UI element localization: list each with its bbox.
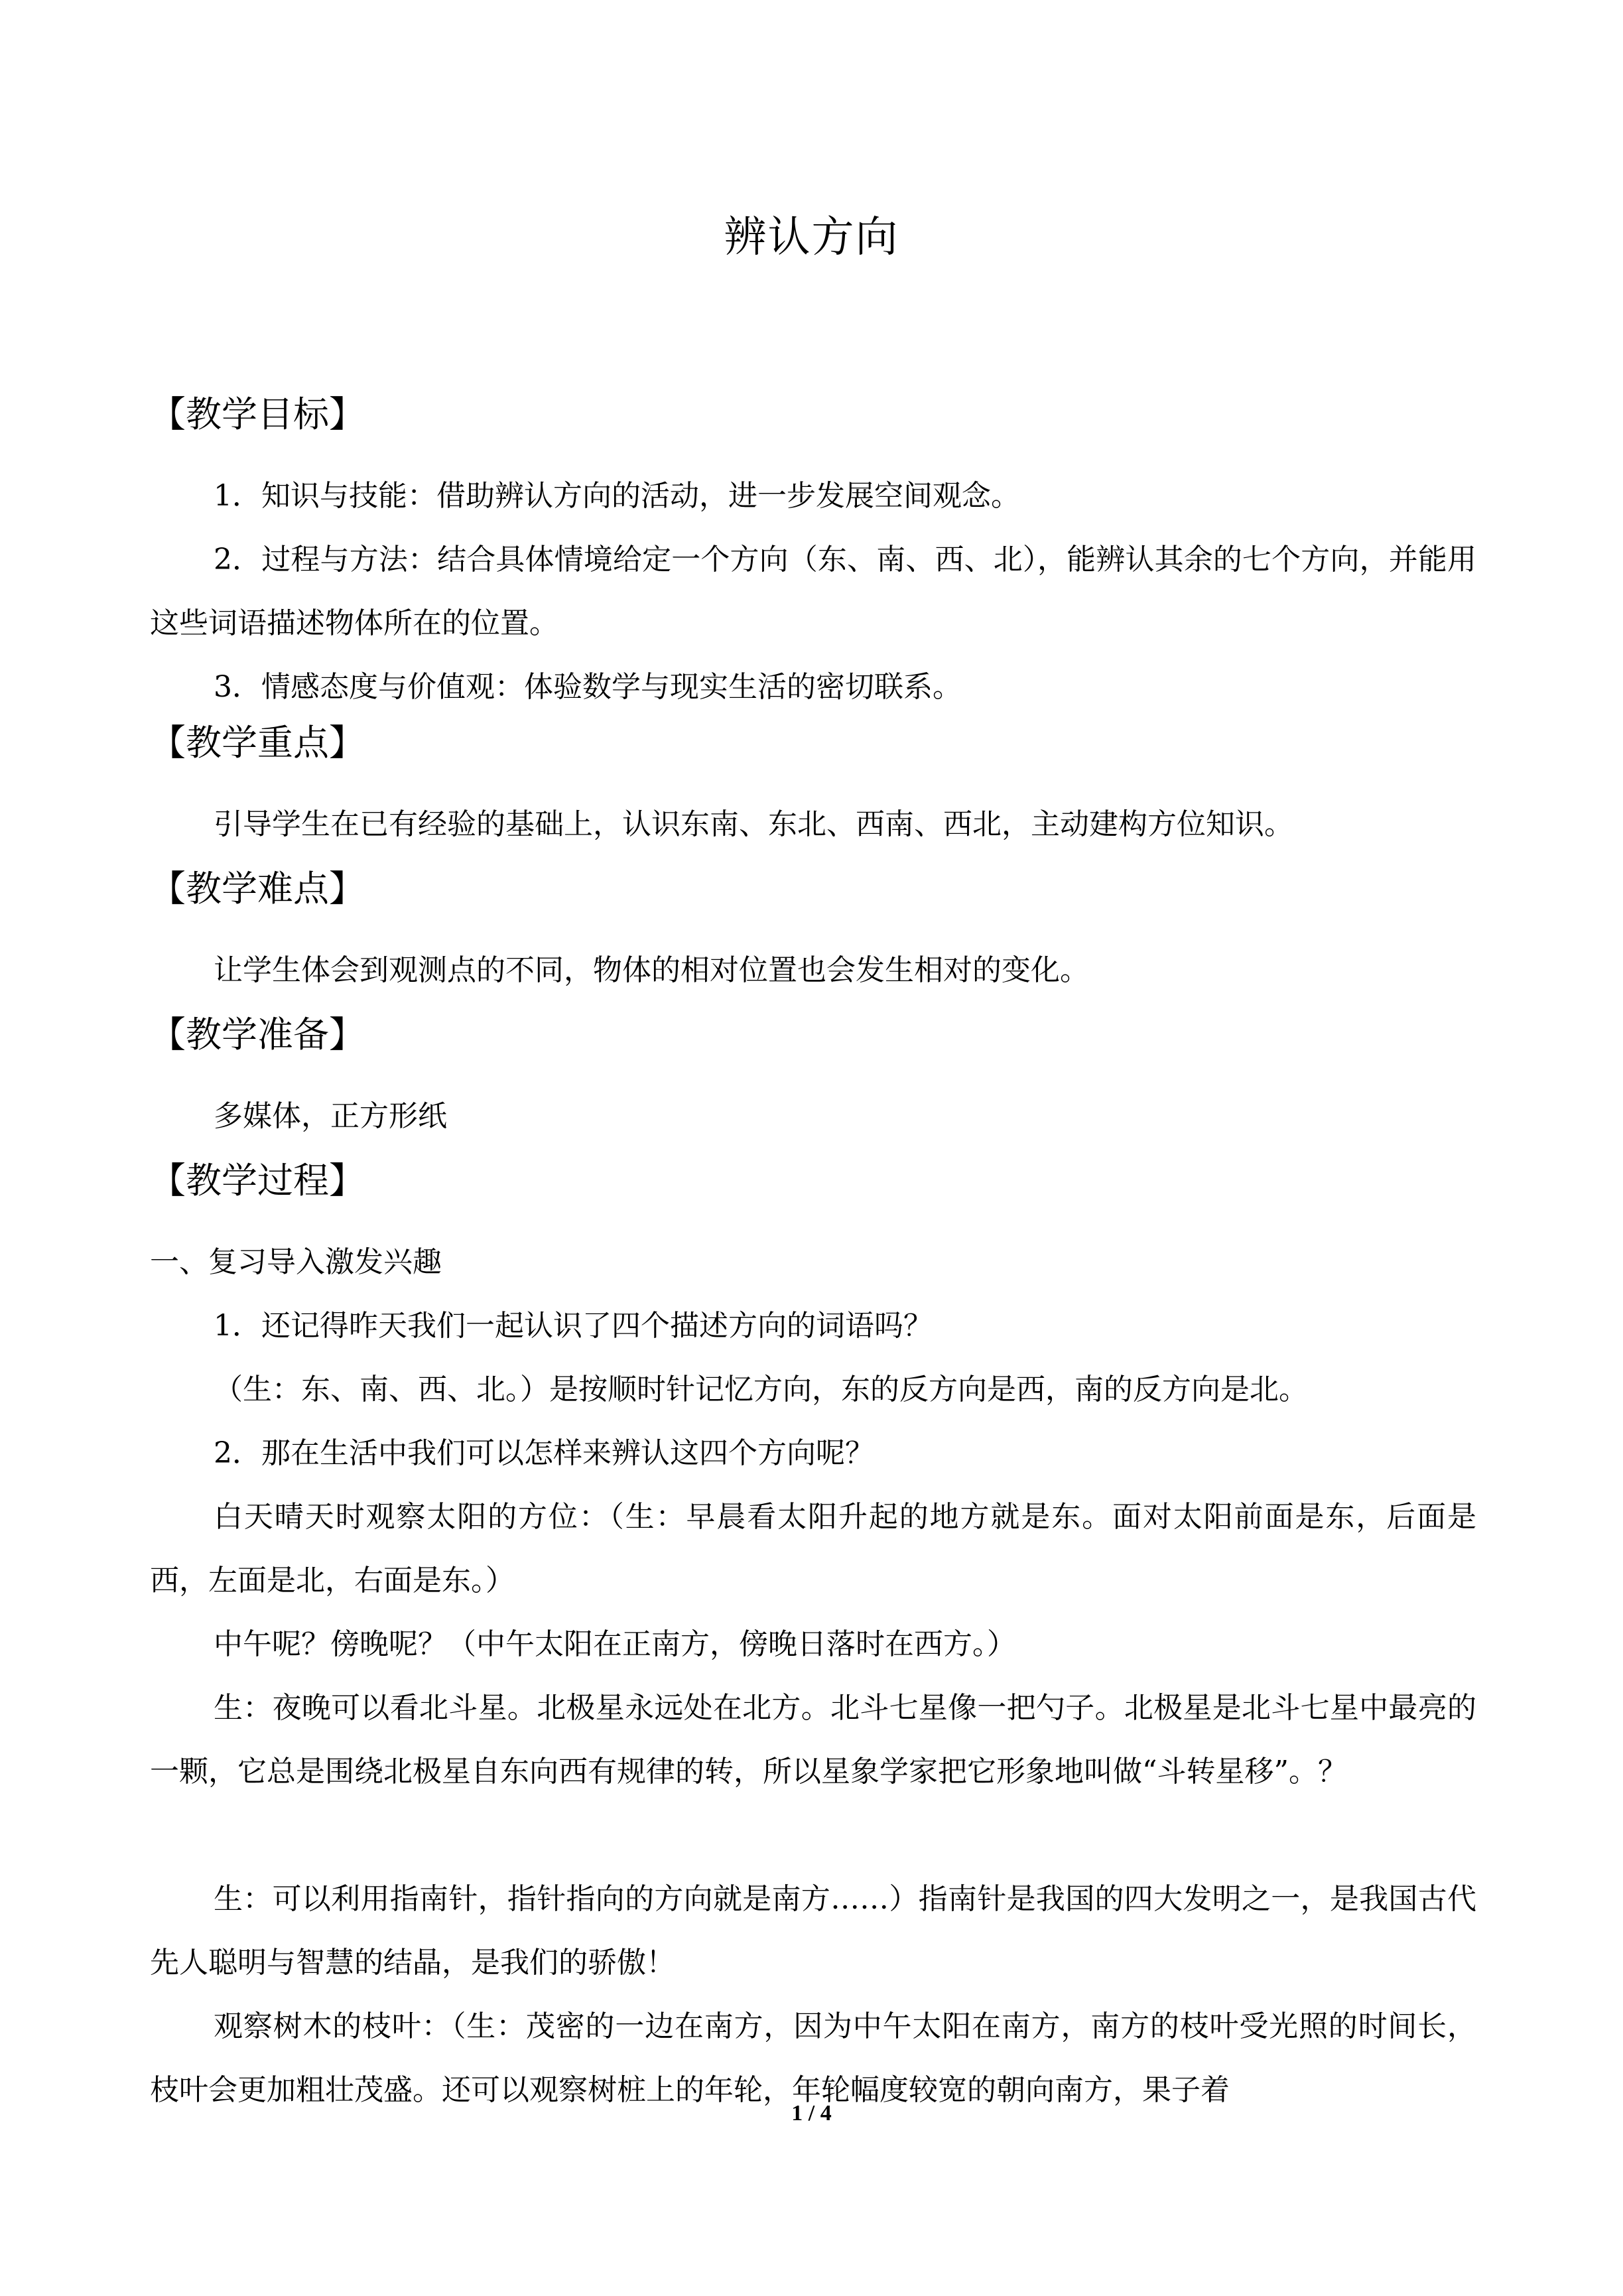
objective-item-3: 3．情感态度与价值观：体验数学与现实生活的密切联系。 xyxy=(214,670,962,704)
process-paragraph: 2．那在生活中我们可以怎样来辨认这四个方向呢？ xyxy=(214,1436,874,1470)
difficulties-text: 让学生体会到观测点的不同，物体的相对位置也会发生相对的变化。 xyxy=(214,953,1089,987)
heading-difficulties: 【教学难点】 xyxy=(150,868,365,910)
process-paragraph: 生：可以利用指南针，指针指向的方向就是南方……）指南针是我国的四大发明之一，是我国古代先人聪明与智慧的结晶，是我们的骄傲！ xyxy=(150,1882,1476,1980)
process-paragraph: 生：夜晚可以看北斗星。北极星永远处在北方。北斗七星像一把勺子。北极星是北斗七星中最亮的一颗，它总是围绕北极星自东向西有规律的转，所以星象学家把它形象地叫做“斗转星移”。？ xyxy=(150,1691,1476,1789)
process-paragraph: 中午呢？傍晚呢？（中午太阳在正南方，傍晚日落时在西方。） xyxy=(214,1627,1016,1661)
process-paragraph: 观察树木的枝叶：（生：茂密的一边在南方，因为中午太阳在南方，南方的枝叶受光照的时间长，枝叶会更加粗壮茂盛。还可以观察树桩上的年轮，年轮幅度较宽的朝向南方，果子着 xyxy=(150,2009,1476,2107)
heading-key-points: 【教学重点】 xyxy=(150,722,365,764)
document-title: 辨认方向 xyxy=(724,213,899,262)
key-points-text: 引导学生在已有经验的基础上，认识东南、东北、西南、西北，主动建构方位知识。 xyxy=(214,807,1293,841)
objective-item-1: 1．知识与技能：借助辨认方向的活动，进一步发展空间观念。 xyxy=(214,479,1020,513)
page-number: 1 / 4 xyxy=(791,2101,832,2126)
process-paragraph: （生：东、南、西、北。）是按顺时针记忆方向，东的反方向是西，南的反方向是北。 xyxy=(214,1373,1308,1406)
preparation-text: 多媒体，正方形纸 xyxy=(214,1099,447,1133)
process-paragraph: 1．还记得昨天我们一起认识了四个描述方向的词语吗？ xyxy=(214,1309,933,1343)
objective-item-2: 2．过程与方法：结合具体情境给定一个方向（东、南、西、北），能辨认其余的七个方向，并能用这些词语描述物体所在的位置。 xyxy=(150,543,1476,640)
heading-objectives: 【教学目标】 xyxy=(150,393,365,435)
heading-process: 【教学过程】 xyxy=(150,1160,365,1201)
process-section-title: 一、复习导入激发兴趣 xyxy=(150,1245,442,1279)
process-paragraph: 白天晴天时观察太阳的方位：（生：早晨看太阳升起的地方就是东。面对太阳前面是东，后面是西，左面是北，右面是东。） xyxy=(150,1500,1476,1597)
heading-preparation: 【教学准备】 xyxy=(150,1014,365,1055)
